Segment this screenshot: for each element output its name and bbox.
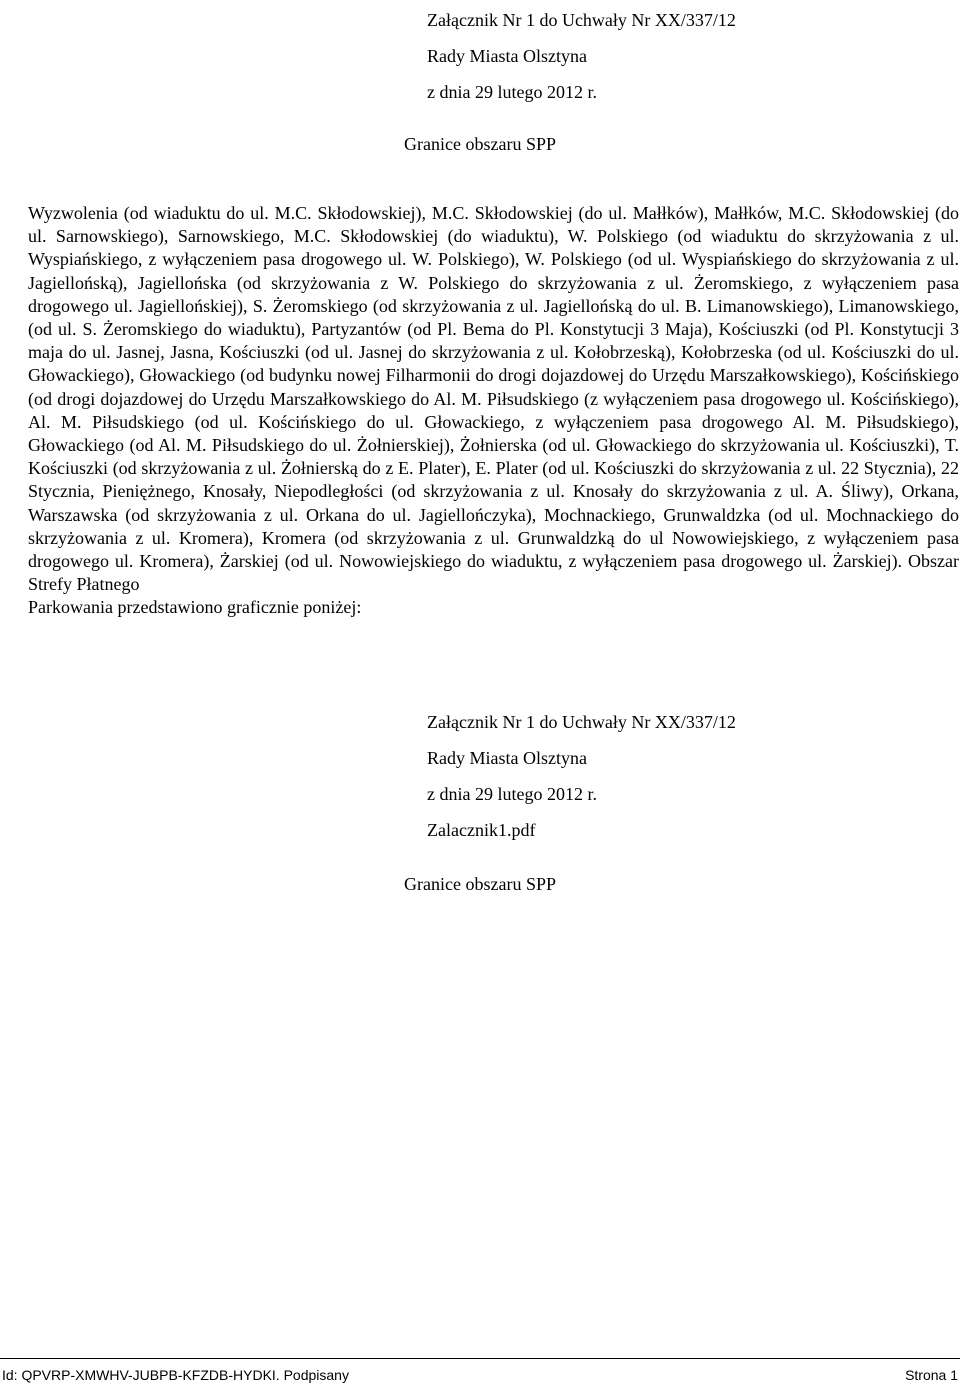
attachment-title: Granice obszaru SPP: [404, 874, 556, 894]
body-text: Wyzwolenia (od wiaduktu do ul. M.C. Skłodowskiej), M.C. Skłodowskiej (do ul. Małłków), Małłków, M.C. Skłodowskiej (do ul. Sarnowskiego), Sarnowskiego, M.C. Skłodowskiej (do wiaduktu), W. Polskiego (od wiaduktu do skrzyżowania z ul. Wyspiańskiego, z wyłączeniem pasa drogowego ul. W. Polskiego), W. Polskiego (od ul. Wyspiańskiego do skrzyżowania z ul. Jagiellońską), Jagiellońska (od skrzyżowania z W. Polskiego do skrzyżowania z ul. Żeromskiego, z wyłączeniem pasa drogowego ul. Jagiellońskiej), S. Żeromskiego (od skrzyżowania z ul. Jagiellońską do ul. B. Limanowskiego), Limanowskiego, (od ul. S. Żeromskiego do wiaduktu), Partyzantów (od Pl. Bema do Pl. Konstytucji 3 Maja), Kościuszki (od Pl. Konstytucji 3 maja do ul. Jasnej, Jasna, Kościuszki (od ul. Jasnej do skrzyżowania z ul. Kołobrzeską), Kołobrzeska (od ul. Kościuszki do ul. Głowackiego), Głowackiego (od budynku nowej Filharmonii do drogi dojazdowej do Urzędu Marszałkowskiego), Kościńskiego (od drogi dojazdowej do Urzędu Marszałkowskiego do Al. M. Piłsudskiego (z wyłączeniem pasa drogowego ul. Kościńskiego), Al. M. Piłsudskiego (od ul. Kościńskiego do ul. Głowackiego, z wyłączeniem pasa drogowego Al. M. Piłsudskiego), Głowackiego (od Al. M. Piłsudskiego do ul. Żołnierskiej), Żołnierska (od ul. Głowackiego do skrzyżowania ul. Kościuszki), T. Kościuszki (od skrzyżowania z ul. Żołnierską do z E. Plater), E. Plater (od ul. Kościuszki do skrzyżowania z ul. 22 Stycznia), 22 Stycznia, Pieniężnego, Knosały, Niepodległości (od skrzyżowania z ul. Knosały do skrzyżowania z ul. A. Śliwy), Orkana, Warszawska (od skrzyżowania z ul. Orkana do ul. Jagiellończyka), Mochnackiego, Grunwaldzka (od ul. Mochnackiego do skrzyżowania z ul. Kromera), Kromera (od skrzyżowania z ul. Grunwaldzką do ul Nowowiejskiego, z wyłączeniem pasa drogowego ul. Kromera), Żarskiej (od ul. Nowowiejskiego do wiaduktu, z wyłączeniem pasa drogowego ul. Żarskiej). Obszar Strefy Płatnego: [28, 203, 959, 595]
attachment-header: [427, 2, 736, 110]
header-line-resolution: Załącznik Nr 1 do Uchwały Nr XX/337/12: [427, 10, 736, 30]
body-paragraph: [28, 202, 959, 620]
footer-divider: [0, 1358, 960, 1359]
header-line-date: z dnia 29 lutego 2012 r.: [427, 82, 597, 102]
header-line-council: Rady Miasta Olsztyna: [427, 46, 587, 66]
body-text-tail: Parkowania przedstawiono graficznie poniżej:: [28, 597, 362, 618]
attachment-line-resolution: Załącznik Nr 1 do Uchwały Nr XX/337/12: [427, 712, 736, 732]
document-title: Granice obszaru SPP: [404, 134, 556, 154]
footer-page-number: Strona 1: [905, 1367, 958, 1383]
page-footer: [0, 1364, 960, 1386]
footer-document-id: Id: QPVRP-XMWHV-JUBPB-KFZDB-HYDKI. Podpisany: [2, 1367, 349, 1383]
attachment-line-date: z dnia 29 lutego 2012 r.: [427, 784, 597, 804]
attachment-header-repeat: [427, 704, 736, 848]
attachment-file-name: Zalacznik1.pdf: [427, 820, 536, 840]
attachment-line-council: Rady Miasta Olsztyna: [427, 748, 587, 768]
